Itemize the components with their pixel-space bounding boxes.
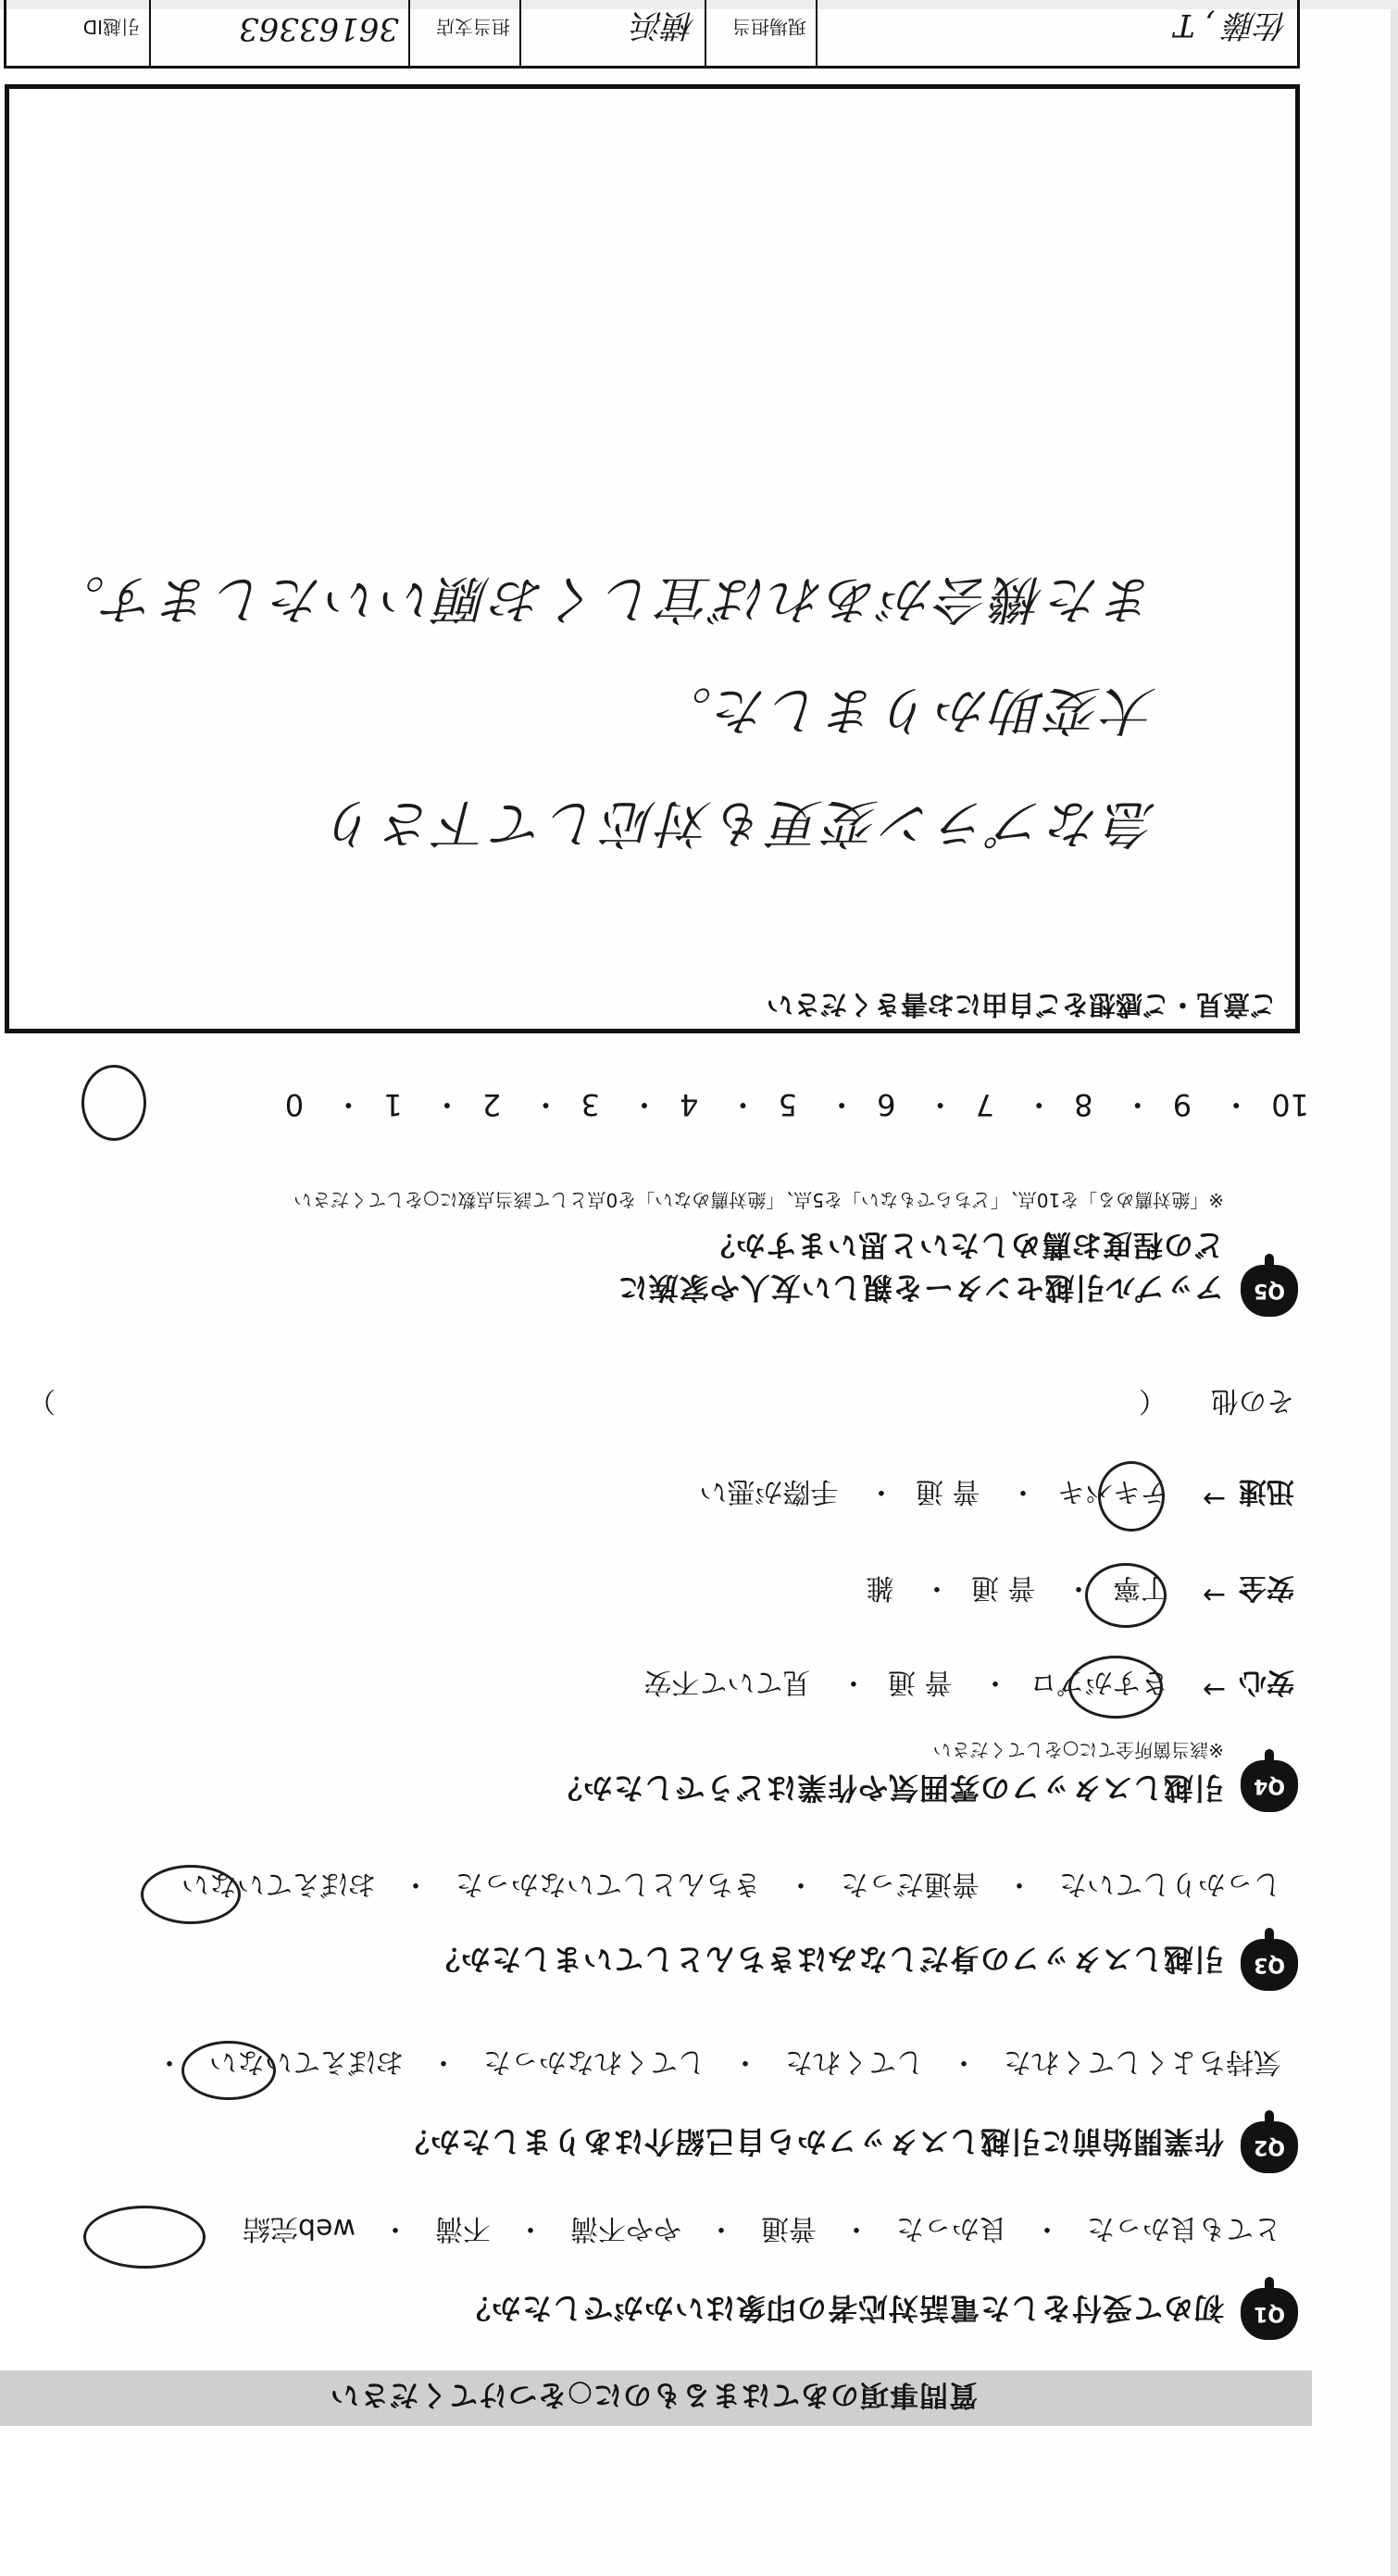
q1-option[interactable]: web完結 (242, 2212, 356, 2245)
q5-badge: Q5 (1241, 1265, 1298, 1317)
q4-option[interactable]: さすがプロ (1030, 1666, 1168, 1698)
q3-option[interactable]: きちんとしていなかった (456, 1868, 761, 1900)
q3-badge: Q3 (1241, 1939, 1298, 1991)
q3-option[interactable]: おぼえていない (181, 1868, 376, 1900)
q4-option[interactable]: 雑 (866, 1571, 894, 1604)
q2-option[interactable]: してくれなかった (483, 2045, 705, 2078)
handwritten-comment-line: また機会があれば宜しくお願いいたします。 (49, 569, 1156, 629)
q3-option[interactable]: 普通だった (841, 1868, 980, 1900)
score-option[interactable]: 5 (778, 1087, 797, 1122)
footer-handwritten-name: 佐藤 , T (816, 0, 1297, 66)
q2-text: 作業開始前に引越しスタッフから自己紹介はありましたか？ (398, 2124, 1224, 2159)
score-option[interactable]: 8 (1074, 1087, 1093, 1122)
score-option[interactable]: 1 (383, 1087, 403, 1122)
q4-row-options: 丁寧・ 普 通・ 雑 (866, 1571, 1168, 1604)
score-option[interactable]: 6 (877, 1087, 896, 1122)
q4-note: ※該当箇所全てに○をしてください (932, 1739, 1224, 1761)
q4-row-label: 安心 (1239, 1666, 1294, 1698)
score-option[interactable]: 4 (680, 1087, 699, 1122)
score-option[interactable]: 10 (1271, 1087, 1309, 1122)
q4-option[interactable]: テキパキ (1057, 1475, 1168, 1507)
footer-branch-value: 横浜 (519, 0, 705, 66)
footer-move-id-value: 36163363 (149, 0, 408, 66)
q4-option[interactable]: 見ていて不安 (643, 1666, 811, 1698)
q4-row-label: 迅速 (1239, 1475, 1294, 1507)
footer-label-branch: 担当支店 (408, 0, 519, 66)
q4-option[interactable]: 手際が悪い (699, 1475, 839, 1507)
q4-option[interactable]: 普 通 (887, 1666, 953, 1698)
q4-row-arrow: → (1202, 1579, 1226, 1611)
q2-option[interactable]: 気持ちよくしてくれた (1004, 2045, 1281, 2078)
q1-badge: Q1 (1241, 2288, 1298, 2340)
q4-row-arrow: → (1202, 1673, 1226, 1706)
q2-badge: Q2 (1241, 2121, 1298, 2173)
q4-option[interactable]: 普 通 (915, 1475, 980, 1507)
q4-other-field[interactable]: （ ） (28, 1384, 1167, 1417)
score-option[interactable]: 9 (1172, 1087, 1192, 1122)
q3-text: 引越しスタッフの身だしなみはきちんとしていましたか？ (429, 1942, 1224, 1977)
q1-option[interactable]: 不満 (435, 2212, 491, 2245)
q1-option[interactable]: 普通 (761, 2212, 817, 2245)
q1-answer-circle (83, 2206, 206, 2269)
comment-box[interactable] (5, 84, 1300, 1033)
score-option[interactable]: 2 (481, 1087, 502, 1122)
q2-option[interactable]: してくれた (785, 2045, 924, 2078)
q4-row-arrow: → (1202, 1482, 1226, 1515)
q1-options: とても良かった ・ 良かった ・ 普通 ・ やや不満 ・ 不満 ・ web完結 (237, 2211, 1287, 2252)
footer-label-move-id: 引越ID (82, 16, 140, 39)
q4-row-options: さすがプロ・ 普 通・ 見ていて不安 (643, 1666, 1168, 1698)
q4-row-label: 安全 (1239, 1571, 1294, 1604)
scan-edge-left (1391, 0, 1398, 2576)
q3-option[interactable]: しっかりしていた (1059, 1868, 1281, 1900)
survey-title-bar (0, 2370, 1312, 2426)
comment-heading: ご意見・ご感想をご自由にお書きください (766, 989, 1277, 1020)
score-option[interactable]: 7 (975, 1087, 994, 1122)
q4-option[interactable]: 丁寧 (1113, 1571, 1168, 1604)
q5-score-circle (81, 1065, 146, 1141)
q4-text: 引越しスタッフの雰囲気や作業はどうでしたか？ (551, 1770, 1224, 1806)
score-option[interactable]: 0 (284, 1087, 305, 1122)
footer-label-site-staff: 現場担当 (705, 0, 816, 66)
q2-option[interactable] (124, 2045, 135, 2085)
q1-option[interactable]: 良かった (896, 2212, 1007, 2245)
q5-score-scale: 10・ 9・ 8・ 7・ 6・ 5・ 4・ 3・ 2・ 1・ 0 (284, 1087, 1309, 1122)
q1-option[interactable]: とても良かった (1087, 2212, 1281, 2245)
q5-text-line2: どの程度お薦めしたいと思いますか？ (704, 1228, 1224, 1263)
q4-other-label: その他 (1211, 1384, 1294, 1417)
q3-options: しっかりしていた ・ 普通だった ・ きちんとしていなかった ・ おぼえていない (176, 1867, 1287, 1907)
score-option[interactable]: 3 (580, 1087, 600, 1122)
handwritten-comment-line: 大変助かりました。 (656, 680, 1156, 740)
survey-title: 質問事項のあてはまるものに○をつけてください (329, 2378, 979, 2412)
q4-badge: Q4 (1241, 1760, 1298, 1812)
q5-note: ※「絶対薦める」を10点、「どちらでもない」を5点、「絶対薦めない」を0点として該当点数に○をしてください (293, 1189, 1224, 1211)
q2-options: 気持ちよくしてくれた ・ してくれた ・ してくれなかった ・ おぼえていない ・ (124, 2045, 1287, 2085)
q4-option[interactable]: 普 通 (970, 1571, 1036, 1604)
q1-option[interactable]: やや不満 (570, 2212, 681, 2245)
q5-text-line1: アップル引越センターを親しい友人や家族に (617, 1270, 1224, 1306)
q2-option[interactable]: おぼえていない (209, 2045, 404, 2078)
q1-text: 初めて受付をした電話対応者の印象はいかがでしたか？ (459, 2291, 1224, 2326)
q4-row-options: テキパキ・ 普 通・ 手際が悪い (699, 1475, 1168, 1507)
handwritten-comment-line: 急なプラン変更も対応して下さり (323, 793, 1156, 853)
footer-admin-table (4, 0, 1300, 69)
